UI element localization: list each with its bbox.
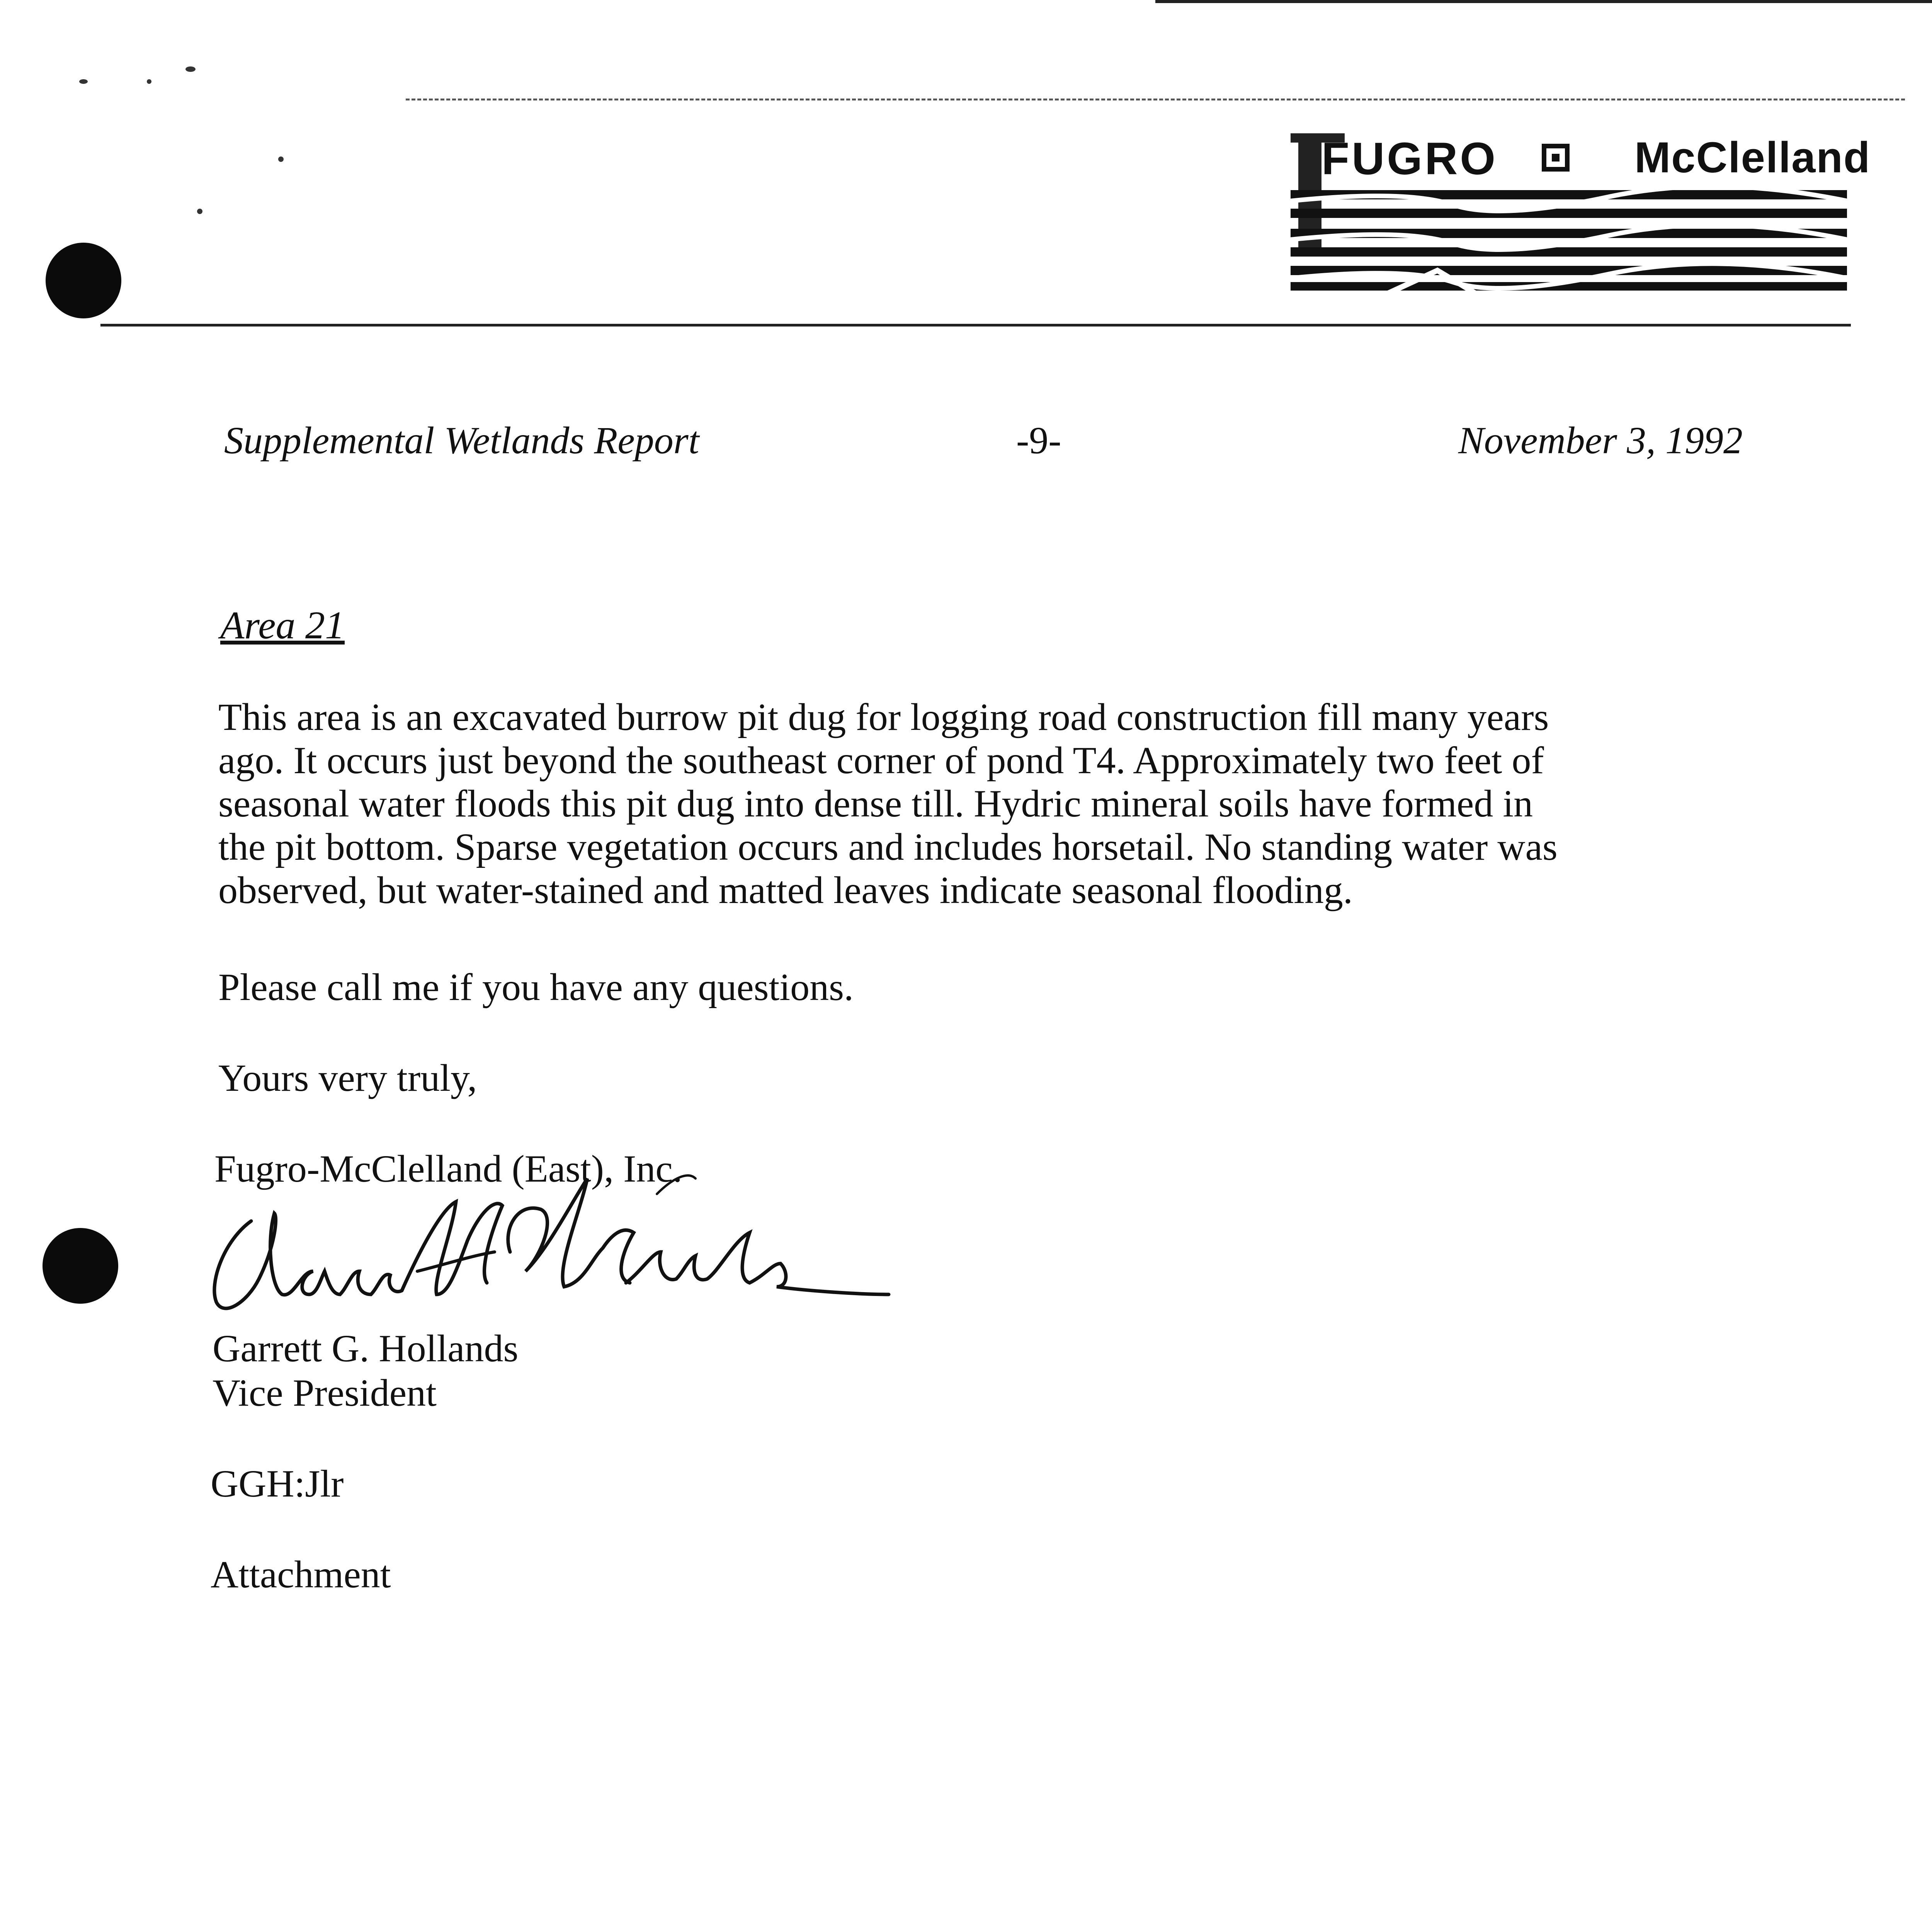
- body-line: observed, but water-stained and matted leaves indicate seasonal flooding.: [218, 869, 1353, 912]
- logo-wave-graphic: [1291, 182, 1847, 298]
- logo-mcclelland-text: McClelland: [1634, 133, 1871, 182]
- scan-dash-line: [406, 99, 1905, 100]
- binder-hole-middle: [43, 1228, 118, 1304]
- scan-speck: [197, 209, 202, 214]
- signer-title: Vice President: [213, 1371, 437, 1414]
- binder-hole-top: [46, 243, 121, 318]
- body-line: seasonal water floods this pit dug into dense till. Hydric mineral soils have formed in: [218, 782, 1533, 825]
- handwritten-signature: [201, 1155, 896, 1337]
- logo-fugro-text: FUGRO: [1321, 133, 1498, 184]
- body-line: ago. It occurs just beyond the southeast corner of pond T4. Approximately two feet of: [218, 739, 1544, 782]
- section-body: [218, 696, 1756, 912]
- scan-speck: [79, 79, 88, 84]
- company-name: Fugro-McClelland (East), Inc.: [214, 1147, 682, 1190]
- top-edge-rule: [1155, 0, 1932, 3]
- reference-initials: GGH:Jlr: [211, 1462, 344, 1505]
- scan-speck: [147, 79, 151, 84]
- signer-name: Garrett G. Hollands: [213, 1327, 519, 1370]
- scan-speck: [278, 156, 284, 162]
- salutation: Yours very truly,: [218, 1056, 477, 1099]
- enclosure-note: Attachment: [211, 1553, 391, 1596]
- closing-request: Please call me if you have any questions.: [218, 966, 854, 1009]
- logo-square-icon: [1542, 144, 1570, 172]
- scan-speck: [185, 66, 196, 72]
- report-title: Supplemental Wetlands Report: [224, 419, 699, 462]
- body-line: the pit bottom. Sparse vegetation occurs and includes horsetail. No standing water was: [218, 825, 1558, 868]
- section-heading: Area 21: [220, 604, 345, 647]
- body-line: This area is an excavated burrow pit dug for logging road construction fill many years: [218, 696, 1549, 738]
- report-date: November 3, 1992: [1458, 419, 1743, 462]
- letterhead-rule: [100, 324, 1851, 327]
- page-number: -9-: [1016, 419, 1061, 462]
